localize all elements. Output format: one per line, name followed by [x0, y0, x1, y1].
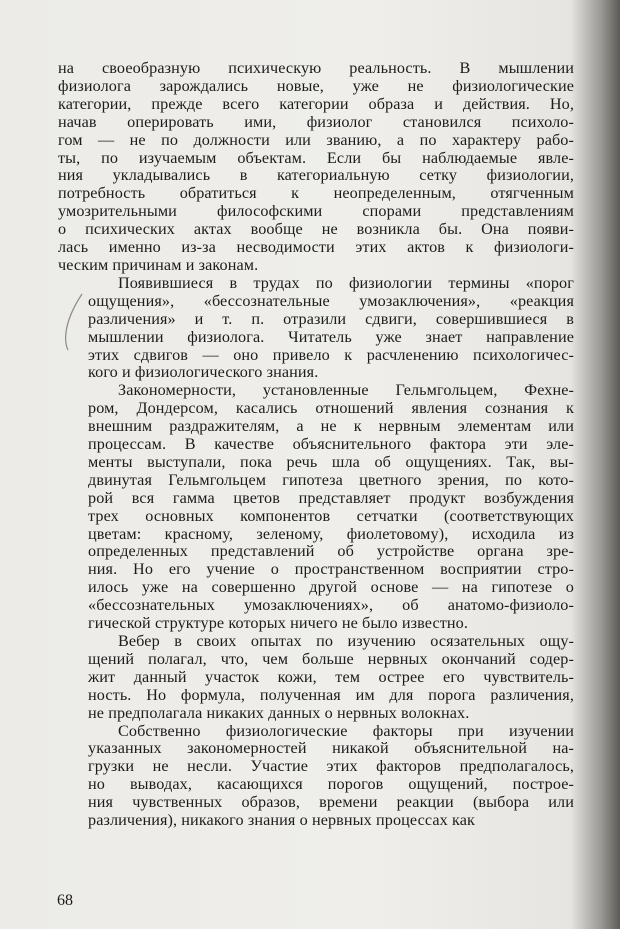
text-line: кого и физиологического знания.: [88, 363, 319, 382]
text-line: не предполагала никаких данных о нервных волокнах.: [88, 703, 470, 722]
text-line: илось уже на совершенно другой основе — на гипотезе о: [88, 578, 574, 597]
text-line: определенных представлений об устройстве органа зре-: [88, 542, 574, 561]
text-line: менты выступали, пока речь шла об ощущениях. Так, вы-: [88, 452, 574, 471]
text-line: грузки не несли. Участие этих факторов предполагалось,: [88, 757, 574, 776]
paragraph: [58, 60, 574, 275]
text-line: трех основных компонентов сетчатки (соответствующих: [88, 506, 574, 525]
text-line: указанных закономерностей никакой объяснительной на-: [88, 739, 574, 758]
text-line: различения), никакого знания о нервных процессах как: [88, 811, 475, 830]
text-line: ния укладывались в категориальную сетку физиологии,: [58, 166, 574, 185]
text-line: ность. Но формула, полученная им для порога различения,: [88, 685, 574, 704]
text-line: умозрительными философскими спорами представлениям: [58, 202, 574, 221]
text-line: но выводах, касающихся порогов ощущений, построе-: [88, 775, 574, 794]
text-line: ром, Дондерсом, касались отношений явления сознания к: [88, 399, 574, 418]
text-line: лась именно из-за несводимости этих актов к физиологи-: [58, 238, 574, 257]
text-line: ния. Но его учение о пространственном восприятии стро-: [88, 560, 574, 579]
text-line: Появившиеся в трудах по физиологии термины «порог: [118, 273, 574, 292]
page-number: 68: [57, 892, 73, 909]
text-line: категории, прежде всего категории образа и действия. Но,: [58, 94, 574, 113]
text-line: Вебер в своих опытах по изучению осязательных ощу-: [118, 632, 574, 650]
text-line: жит данный участок кожи, тем острее его чувствитель-: [88, 667, 574, 686]
text-line: процессам. В качестве объяснительного фактора эти эле-: [88, 435, 574, 454]
text-line: внешним раздражителям, а не к нервным элементам или: [88, 417, 574, 436]
text-line: физиолога зарождались новые, уже не физиологические: [58, 76, 574, 95]
paragraph: [58, 633, 574, 723]
text-line: Закономерности, установленные Гельмгольцем, Фехне-: [118, 381, 574, 400]
text-line: рой вся гамма цветов представляет продукт возбуждения: [88, 488, 574, 507]
text-line: Собственно физиологические факторы при изучении: [118, 721, 574, 740]
text-line: ты, по изучаемым объектам. Если бы наблюдаемые явле-: [58, 148, 574, 167]
text-line: ческим причинам и законам.: [58, 255, 259, 274]
text-line: ния чувственных образов, времени реакции (выбора или: [88, 793, 574, 812]
text-line: гической структуре которых ничего не было известно.: [88, 614, 469, 633]
paragraph: [58, 275, 574, 382]
text-line: этих сдвигов — оно привело к расчленению психологичес-: [88, 345, 574, 364]
text-line: потребность обратиться к неопределенным, отягченным: [58, 184, 574, 203]
text-line: различения» и т. п. отразили сдвиги, совершившиеся в: [88, 309, 574, 328]
text-line: на своеобразную психическую реальность. В мышлении: [58, 59, 574, 77]
text-line: мышлении физиолога. Читатель уже знает направление: [88, 327, 574, 346]
text-line: двинутая Гельмгольцем гипотеза цветного зрения, по кото-: [88, 470, 574, 489]
text-line: о психических актах вообще не возникла бы. Она появи-: [58, 220, 574, 239]
text-line: начав оперировать ими, физиолог становился психоло-: [58, 112, 574, 131]
paragraph: [58, 382, 574, 633]
page-body-text: [58, 60, 574, 830]
paragraph: [58, 723, 574, 830]
text-line: гом — не по должности или званию, а по характеру рабо-: [58, 130, 574, 149]
text-line: «бессознательных умозаключениях», об анатомо-физиоло-: [88, 596, 574, 615]
text-line: цветам: красному, зеленому, фиолетовому), исходила из: [88, 524, 574, 543]
text-line: ощущения», «бессознательные умозаключения», «реакция: [88, 291, 574, 310]
text-line: щений полагал, что, чем больше нервных окончаний содер-: [88, 649, 574, 668]
